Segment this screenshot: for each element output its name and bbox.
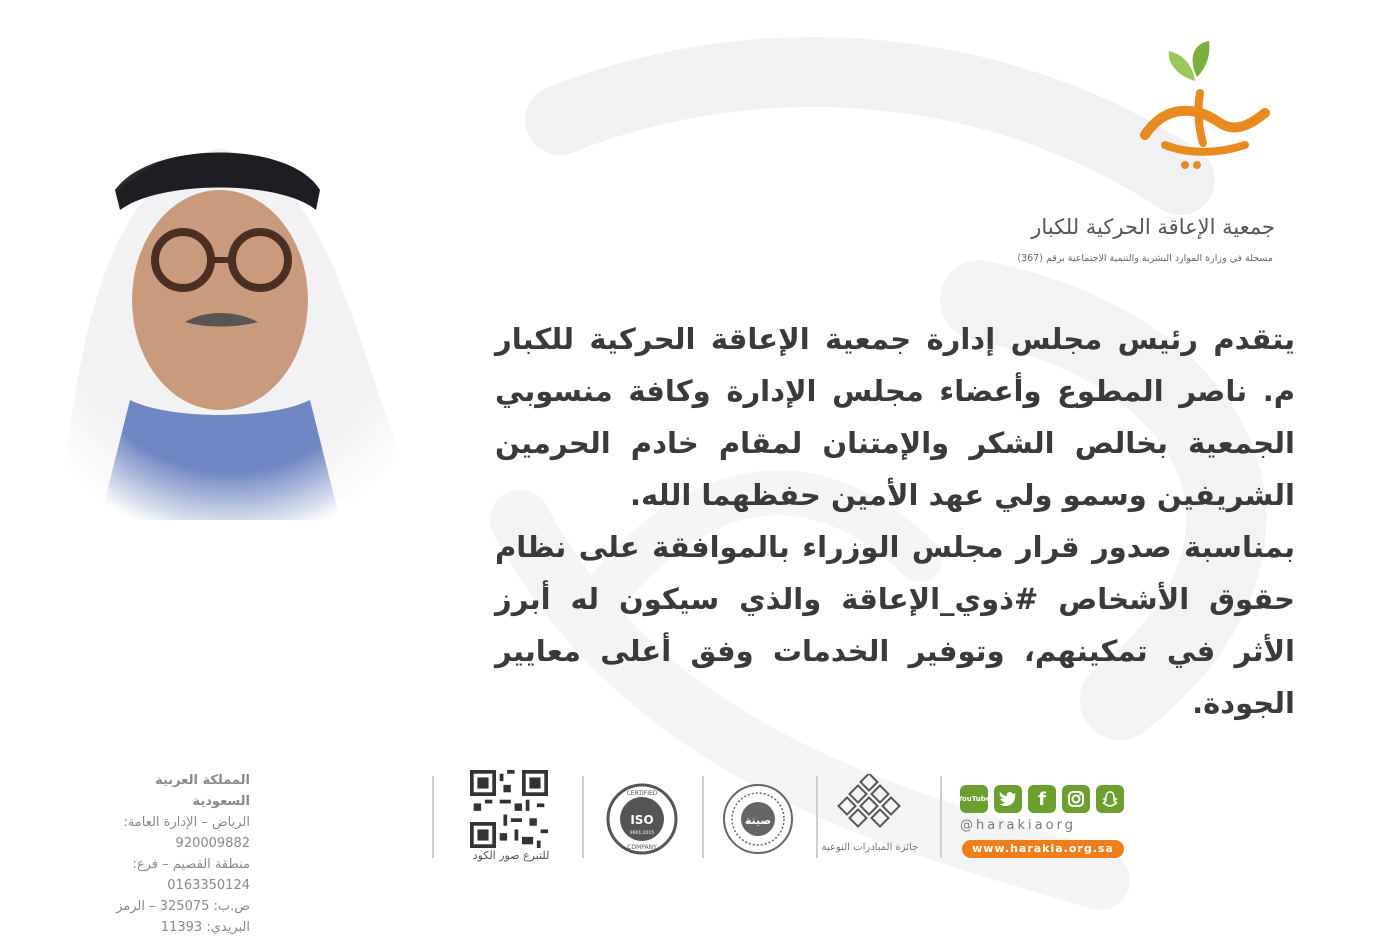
iso-center-label: ISO [630, 813, 654, 827]
social-handle[interactable]: @harakiaorg [960, 818, 1076, 833]
iso-certified-badge [606, 783, 678, 855]
iso-number-label: 9001:2015 [629, 831, 655, 836]
divider [582, 776, 584, 858]
chairman-portrait [20, 100, 440, 520]
divider [940, 776, 942, 858]
seal-badge [722, 783, 794, 855]
organization-logo [1017, 35, 1335, 264]
announcement-paragraph-2: بمناسبة صدور قرار مجلس الوزراء بالموافقة على نظام حقوق الأشخاص #ذوي_الإعاقة والذي سيكون له أبرز الأثر في تمكينهم، وتوفير الخدمات وفق أعلى معايير الجودة. [495, 530, 1295, 720]
announcement-paragraph-1: يتقدم رئيس مجلس إدارة جمعية الإعاقة الحركية للكبار م. ناصر المطوع وأعضاء مجلس الإدارة وكافة منسوبي الجمعية بخالص الشكر والإمتنان لمقام خادم الحرمين الشريفين وسمو ولي عهد الأمين حفظهما الله. [495, 322, 1295, 512]
address-line-1: الرياض – الإدارة العامة: 920009882 [123, 815, 250, 851]
qr-caption: للتبرع صور الكود [472, 849, 550, 862]
iso-top-label: CERTIFIED [626, 790, 658, 797]
instagram-icon[interactable] [1062, 785, 1090, 813]
contact-address [110, 770, 250, 938]
iso-bottom-label: COMPANY [627, 844, 657, 851]
seal-label: صيتة [744, 814, 772, 827]
harakia-logo-icon [1125, 35, 1285, 175]
youtube-label: YouTube [957, 795, 991, 803]
address-country: المملكة العربية السعودية [155, 773, 250, 809]
snapchat-icon[interactable] [1096, 785, 1124, 813]
award-logo-icon [830, 774, 910, 834]
divider [432, 776, 434, 858]
social-links [957, 785, 1124, 813]
donation-qr-code[interactable] [470, 770, 548, 848]
address-line-3: ص.ب: 325075 – الرمز البريدي: 11393 [116, 899, 250, 935]
registration-text: مسجلة في وزارة الموارد البشرية والتنمية الاجتماعية برقم (367) [1017, 253, 1273, 264]
organization-name: جمعية الإعاقة الحركية للكبار [1031, 215, 1275, 239]
award-caption: جائزة المبادرات النوعية [821, 842, 919, 853]
address-line-2: منطقة القصيم – فرع: 0163350124 [132, 857, 250, 893]
divider [702, 776, 704, 858]
twitter-icon[interactable] [994, 785, 1022, 813]
youtube-icon[interactable] [957, 785, 991, 813]
website-link[interactable]: www.harakia.org.sa [962, 840, 1124, 858]
announcement-text [495, 313, 1295, 729]
facebook-icon[interactable]: f [1028, 785, 1056, 813]
